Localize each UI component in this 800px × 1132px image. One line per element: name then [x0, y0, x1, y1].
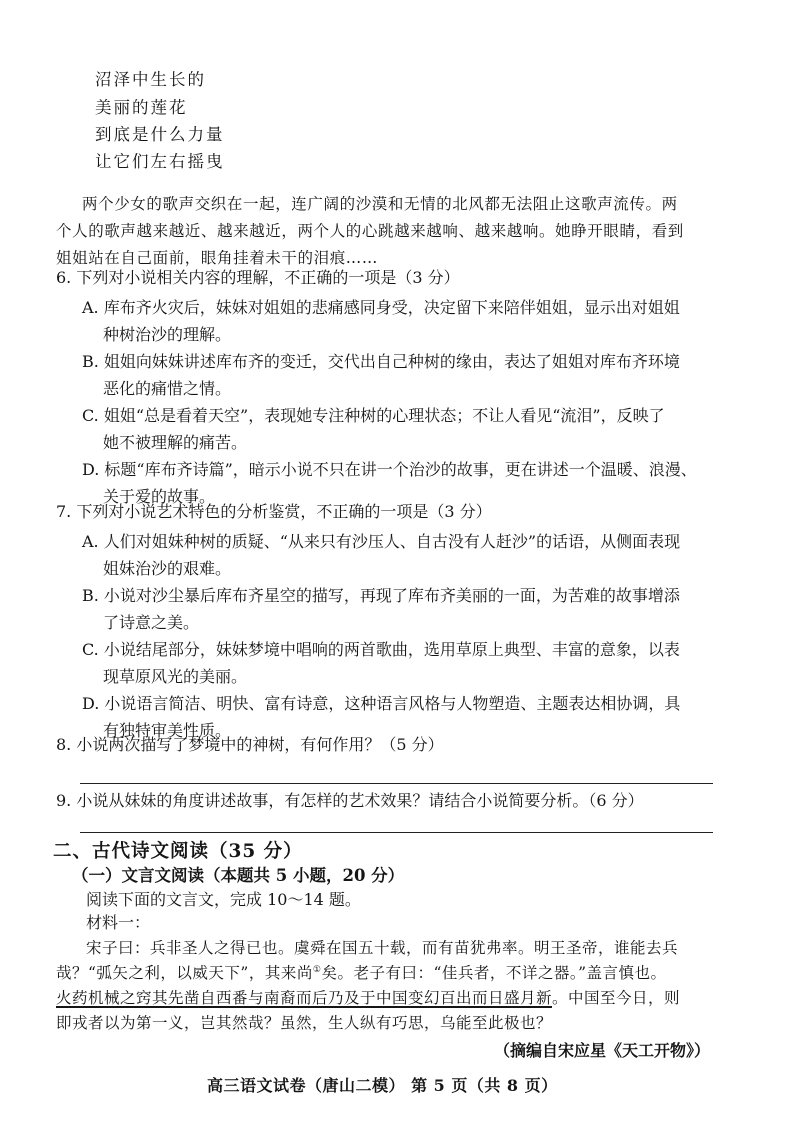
poem-line: 美丽的莲花 — [95, 98, 188, 117]
instruction: 阅读下面的文言文，完成 10～14 题。 — [86, 890, 361, 909]
material-label: 材料一： — [86, 913, 151, 932]
text-line: 哉？“弧矢之利，以威天下”，其来尚①矣。老子有曰：“佳兵者，不详之器。”盖言慎也。 — [56, 964, 667, 982]
footnote-marker: ① — [312, 964, 322, 975]
poem-line: 让它们左右摇曳 — [95, 152, 225, 171]
option-c: C. 姐姐“总是看着天空”，表现她专注种树的心理状态；不让人看见“流泪”，反映了 — [82, 406, 665, 425]
question-8: 8. 小说两次描写了梦境中的神树，有何作用？（5 分） — [56, 735, 444, 754]
text-line: 火药机械之窍其先凿自西番与南裔而后乃及于中国变幻百出而日盛月新。中国至今日，则 — [56, 989, 681, 1007]
section-title: 二、古代诗文阅读（35 分） — [53, 841, 303, 862]
option-d-cont: 关于爱的故事。 — [103, 487, 216, 506]
option-a-cont: 种树治沙的理解。 — [103, 325, 232, 344]
narrative-line: 两个少女的歌声交织在一起，连广阔的沙漠和无情的北风都无法阻止这歌声流传。两 — [82, 195, 678, 213]
text-line: 即戎者以为第一义，岂其然哉？虽然，生人纵有巧思，乌能至此极也？ — [56, 1014, 553, 1032]
option-d-cont: 有独特审美性质。 — [103, 721, 232, 740]
source-citation: （摘编自宋应星《天工开物》） — [494, 1041, 711, 1060]
subsection-title: （一）文言文阅读（本题共 5 小题，20 分） — [72, 866, 405, 885]
option-b: B. 小说对沙尘暴后库布齐星空的描写，再现了库布齐美丽的一面，为苦难的故事增添 — [82, 586, 680, 605]
question-stem: 7. 下列对小说艺术特色的分析鉴赏，不正确的一项是（3 分） — [56, 502, 492, 521]
option-c: C. 小说结尾部分，妹妹梦境中唱响的两首歌曲，选用草原上典型、丰富的意象，以表 — [82, 640, 680, 659]
option-d: D. 小说语言简洁、明快、富有诗意，这种语言风格与人物塑造、主题表达相协调，具 — [82, 694, 681, 713]
option-d: D. 标题“库布齐诗篇”，暗示小说不只在讲一个治沙的故事，更在讲述一个温暖、浪漫、 — [82, 460, 697, 479]
answer-line — [80, 832, 713, 833]
question-stem: 6. 下列对小说相关内容的理解，不正确的一项是（3 分） — [56, 268, 460, 287]
option-c-cont: 她不被理解的痛苦。 — [103, 433, 248, 452]
option-c-cont: 现草原风光的美丽。 — [103, 667, 248, 686]
option-a: A. 人们对姐妹种树的质疑、“从来只有沙压人、自古没有人赶沙”的话语，从侧面表现 — [82, 532, 681, 551]
poem-line: 到底是什么力量 — [95, 125, 225, 144]
option-b-cont: 了诗意之美。 — [103, 613, 200, 632]
option-b-cont: 恶化的痛惜之情。 — [103, 379, 232, 398]
poem-line: 沼泽中生长的 — [95, 70, 206, 89]
answer-line — [80, 783, 713, 784]
option-a: A. 库布齐火灾后，妹妹对姐姐的悲痛感同身受，决定留下来陪伴姐姐，显示出对姐姐 — [82, 298, 680, 317]
option-a-cont: 姐妹治沙的艰难。 — [103, 559, 232, 578]
page-footer: 高三语文试卷（唐山二模） 第 5 页（共 8 页） — [207, 1076, 558, 1095]
question-9: 9. 小说从妹妹的角度讲述故事，有怎样的艺术效果？请结合小说简要分析。（6 分） — [56, 791, 644, 810]
underlined-sentence: 火药机械之窍其先凿自西番与南裔而后乃及于中国变幻百出而日盛月新 — [56, 989, 553, 1007]
text-line: 宋子曰：兵非圣人之得已也。虞舜在国五十载，而有苗犹弗率。明王圣帝，谁能去兵 — [86, 939, 679, 957]
option-b: B. 姐姐向妹妹讲述库布齐的变迁，交代出自己种树的缘由，表达了姐姐对库布齐环境 — [82, 352, 680, 371]
narrative-line: 个人的歌声越来越近、越来越近，两个人的心跳越来越响、越来越响。她睁开眼睛，看到 — [56, 222, 684, 240]
narrative-line: 姐姐站在自己面前，眼角挂着未干的泪痕…… — [56, 249, 379, 267]
